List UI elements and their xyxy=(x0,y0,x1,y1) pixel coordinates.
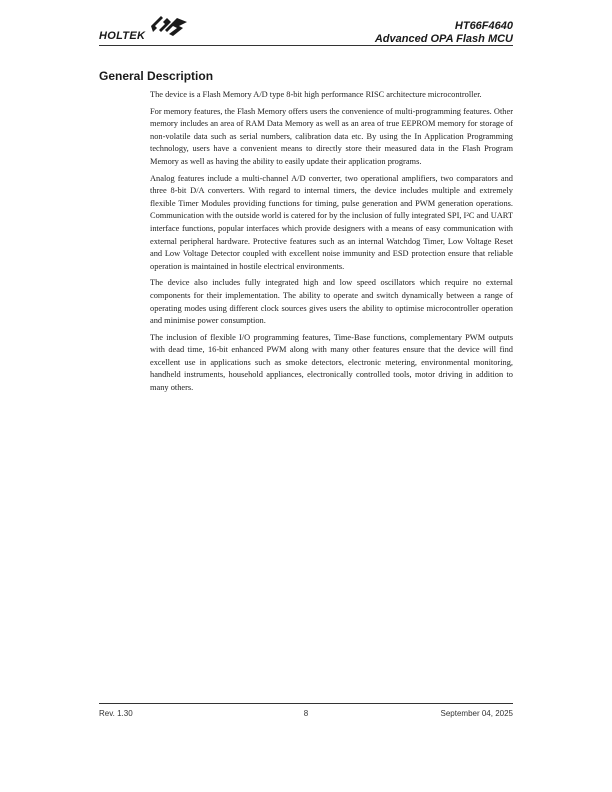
header-divider xyxy=(99,45,513,46)
publication-date: September 04, 2025 xyxy=(440,709,513,718)
logo-wordmark: HOLTEK xyxy=(99,30,146,42)
paragraph: The device also includes fully integrated high and low speed oscillators which require no external components for their implementation. The ability to operate and switch dynamically between a range of operating modes using different clock sources gives users the ability to optimise microcontroller operation and minimise power consumption. xyxy=(150,278,513,326)
paragraph: The inclusion of flexible I/O programming features, Time-Base functions, complementary PWM outputs with dead time, 16-bit enhanced PWM along with many other features ensure that the device will find excellent use in applications such as smoke detectors, electronic metering, environmental monitoring, handheld instruments, household appliances, electronically controlled tools, motor driving in addition to many others. xyxy=(150,332,513,393)
part-number: HT66F4640 xyxy=(454,20,513,32)
paragraph: For memory features, the Flash Memory offers users the convenience of multi-programming features. Other memory includes an area of RAM Data Memory as well as an area of true EEPROM memory for storage of non-volatile data such as serial numbers, calibration data etc. By using the In Application Programming technology, users have a convenient means to directly store their measured data in the Flash Program Memory as well as having the ability to easily update their application programs. xyxy=(150,106,513,166)
product-name: Advanced OPA Flash MCU xyxy=(374,33,513,45)
revision: Rev. 1.30 xyxy=(99,709,133,718)
page-number: 8 xyxy=(303,709,309,718)
holtek-logo xyxy=(99,14,189,46)
paragraph: The device is a Flash Memory A/D type 8-bit high performance RISC architecture microcontroller. xyxy=(150,90,482,99)
section-body xyxy=(150,89,513,399)
paragraph: Analog features include a multi-channel A/D converter, two operational amplifiers, two comparators and three 8-bit D/A converters. With regard to internal timers, the device includes multiple and extremely flexible Timer Modules providing functions for timing, pulse generation and PWM generation operations. Communication with the outside world is catered for by the inclusion of fully integrated SPI, I²C and UART interface functions, popular interfaces which provide designers with a means of easy communication with external peripheral hardware. Protective features such as an internal Watchdog Timer, Low Voltage Reset and Low Voltage Detector coupled with excellent noise immunity and ESD protection ensure that reliable operation is maintained in hostile electrical environments. xyxy=(150,173,513,271)
footer-divider xyxy=(99,703,513,704)
page-header xyxy=(99,14,513,46)
section-title: General Description xyxy=(99,69,214,83)
document-title xyxy=(375,20,513,46)
